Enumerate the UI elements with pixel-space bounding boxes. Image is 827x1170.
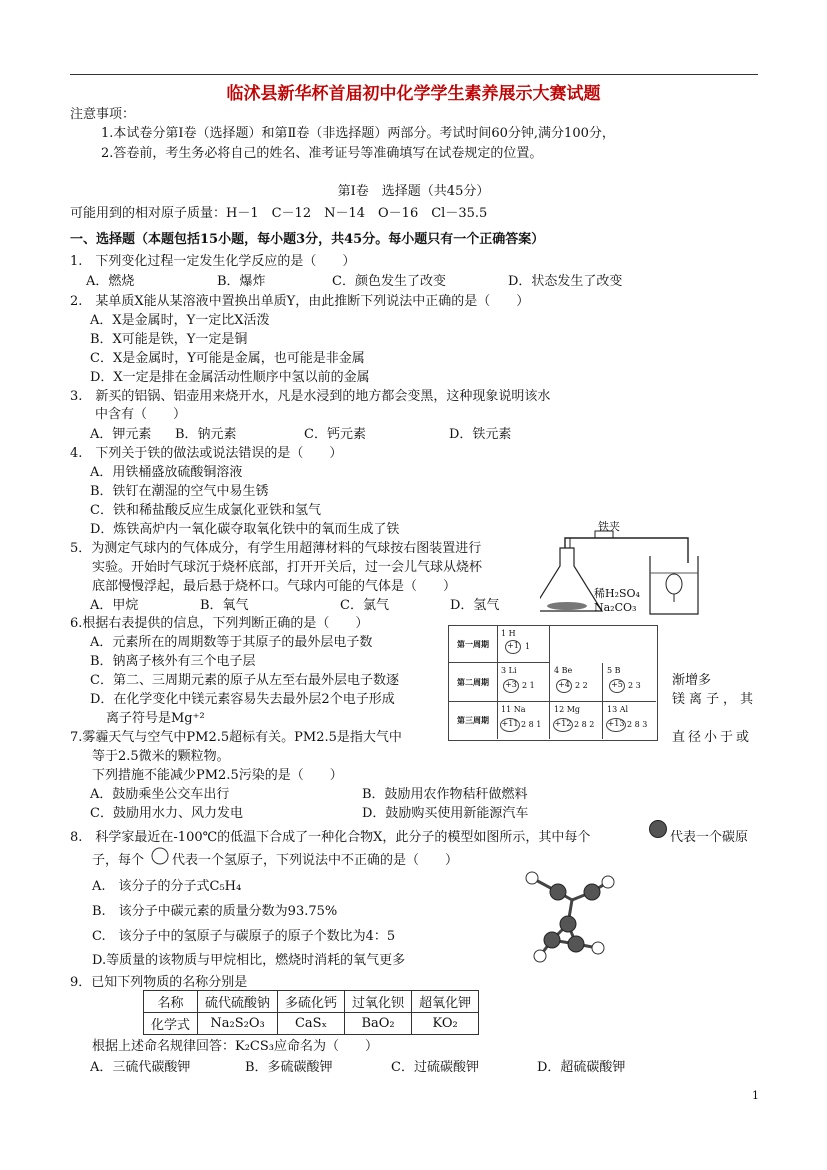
powder-icon: [547, 602, 587, 610]
q2-stem: 2. 某单质X能从某溶液中置换出单质Y，由此推断下列说法中正确的是（ ）: [70, 294, 530, 309]
hydrogen-atom-icon: [150, 846, 170, 866]
q9-option-c: C．过硫碳酸钾: [391, 1060, 479, 1075]
q6-stem: 6.根据右表提供的信息，下列判断正确的是（ ）: [70, 616, 369, 631]
note-2: 2.答卷前，考生务必将自己的姓名、准考证号等准确填写在试卷规定的位置。: [101, 146, 543, 161]
q9-option-d: D．超硫碳酸钾: [537, 1060, 626, 1075]
q5-line-1: 5．为测定气球内的气体成分，有学生用超薄材料的气球按右图装置进行: [70, 541, 482, 556]
carbon-atom-icon: [568, 936, 584, 952]
table-header-cell: 多硫化钙: [278, 991, 345, 1013]
q9-option-a: A．三硫代碳酸钾: [90, 1060, 191, 1075]
q7-stem: 7.雾霾天气与空气中PM2.5超标有关。PM2.5是指大气中: [70, 730, 402, 745]
q6-option-b: B．钠离子核外有三个电子层: [90, 654, 256, 669]
q3-stem: 3. 新买的铝锅、铝壶用来烧开水，凡是水浸到的地方都会变黑，这种现象说明该水: [70, 389, 551, 404]
q6-option-c-tail: 渐增多: [672, 673, 712, 688]
q1-option-c: C．颜色发生了改变: [332, 274, 446, 289]
q5-option-d: D．氢气: [450, 598, 500, 613]
q3-option-c: C．钙元素: [304, 427, 366, 442]
q5-option-b: B．氧气: [200, 598, 249, 613]
carbon-atom-icon: [544, 932, 560, 948]
conical-flask-icon: [540, 548, 602, 611]
q7-option-a: A．鼓励乘坐公交车出行: [90, 787, 230, 802]
table-header-cell: 名称: [144, 991, 198, 1013]
periodic-table: [448, 625, 658, 741]
q6-option-d-tail: 镁离子，其: [672, 692, 758, 707]
q4-option-c: C．铁和稀盐酸反应生成氯化亚铁和氢气: [90, 503, 321, 518]
period-3-label: 第三周期: [449, 702, 498, 739]
part-heading: 一、选择题（本题包括15小题，每小题3分，共45分。每小题只有一个正确答案）: [70, 232, 545, 247]
q6-option-c: C．第二、三周期元素的原子从左至右最外层电子数逐: [90, 673, 399, 688]
beaker-icon: [650, 556, 698, 614]
molecule-model: [520, 860, 625, 968]
q1-option-d: D．状态发生了改变: [508, 274, 623, 289]
table-cell: KO₂: [412, 1013, 479, 1035]
q7-option-d: D．鼓励购买使用新能源汽车: [362, 806, 529, 821]
atomic-masses: 可能用到的相对原子质量：H－1 C－12 N－14 O－16 Cl－35.5: [70, 206, 488, 221]
cell-b: 5 B +5 2 3: [603, 663, 656, 702]
q2-option-b: B．X可能是铁，Y一定是铜: [90, 332, 248, 347]
q2-option-c: C．X是金属时，Y可能是金属，也可能是非金属: [90, 351, 365, 366]
q6-option-a: A．元素所在的周期数等于其原子的最外层电子数: [90, 635, 373, 650]
cell-mg: 12 Mg +12 2 8 2: [550, 702, 603, 739]
q9-question: 根据上述命名规律回答：K₂CS₃应命名为（ ）: [92, 1039, 378, 1054]
hydrogen-atom-icon: [534, 950, 546, 962]
q8-option-b: B. 该分子中碳元素的质量分数为93.75%: [92, 904, 338, 919]
q3-option-a: A．钾元素: [90, 427, 152, 442]
period-1-label: 第一周期: [449, 626, 498, 663]
q8-option-c: C. 该分子中的氢原子与碳原子的原子个数比为4：5: [92, 929, 396, 944]
q1-option-a: A．燃烧: [86, 274, 135, 289]
cell-al: 13 Al +13 2 8 3: [603, 702, 656, 739]
naming-table: [143, 990, 479, 1035]
table-cell: CaSₓ: [278, 1013, 345, 1035]
hydrogen-atom-icon: [602, 876, 614, 888]
q5-option-a: A．甲烷: [90, 598, 139, 613]
table-header-cell: 硫代硫酸钠: [198, 991, 278, 1013]
table-row: [144, 991, 479, 1013]
carbon-atom-icon: [560, 916, 576, 932]
q4-option-a: A．用铁桶盛放硫酸铜溶液: [90, 465, 243, 480]
q7-option-b: B．鼓励用农作物秸秆做燃料: [362, 787, 528, 802]
q4-option-d: D．炼铁高炉内一氧化碳夺取氧化铁中的氧而生成了铁: [90, 522, 400, 537]
table-cell: BaO₂: [345, 1013, 412, 1035]
table-row: [144, 1013, 479, 1035]
balloon-icon: [666, 574, 682, 594]
table-cell: 化学式: [144, 1013, 198, 1035]
cell-li: 3 Li +3 2 1: [497, 663, 550, 702]
q3-option-b: B．钠元素: [175, 427, 237, 442]
fig-acid-label: 稀H₂SO₄: [594, 587, 640, 600]
table-header-cell: 过氧化钡: [345, 991, 412, 1013]
q8-stem-2a: 子，每个: [92, 853, 145, 868]
table-header-cell: 超氧化钾: [412, 991, 479, 1013]
hydrogen-atom-icon: [526, 872, 538, 884]
cell-h: 1 H +1 1: [497, 626, 550, 663]
table-cell: Na₂S₂O₃: [198, 1013, 278, 1035]
page-number: 1: [752, 1089, 759, 1102]
q2-option-a: A．X是金属时，Y一定比X活泼: [90, 313, 270, 328]
q8-option-d: D.等质量的该物质与甲烷相比，燃烧时消耗的氧气更多: [92, 953, 406, 968]
q3-stem-cont: 中含有（ ）: [95, 407, 187, 422]
hydrogen-atom-icon: [592, 942, 604, 954]
carbon-atom-icon: [648, 819, 668, 839]
top-rule: [70, 74, 758, 75]
carbon-atom-icon: [584, 884, 600, 900]
q5-line-3: 底部慢慢浮起，最后悬于烧杯口。气球内可能的气体是（ ）: [92, 579, 457, 594]
period-2-label: 第二周期: [449, 663, 498, 702]
note-1: 1.本试卷分第Ⅰ卷（选择题）和第Ⅱ卷（非选择题）两部分。考试时间60分钟,满分100分，: [101, 126, 615, 141]
carbon-atom-icon: [550, 884, 566, 900]
fig-clip-label: 铁夹: [598, 520, 620, 533]
q7-stem-tail: 直径小于或: [672, 730, 753, 745]
q5-option-c: C．氯气: [340, 598, 389, 613]
q3-option-d: D．铁元素: [449, 427, 512, 442]
q9-stem: 9．已知下列物质的名称分别是: [70, 975, 248, 990]
q8-stem-1b: 代表一个碳原: [670, 830, 749, 845]
page-title: 临沭县新华杯首届初中化学学生素养展示大赛试题: [226, 84, 601, 104]
q6-option-d: D．在化学变化中镁元素容易失去最外层2个电子形成: [90, 692, 395, 707]
q1-option-b: B．爆炸: [217, 274, 266, 289]
q8-stem-1a: 8. 科学家最近在-100℃的低温下合成了一种化合物X，此分子的模型如图所示，其中每个: [70, 830, 591, 845]
notes-heading: 注意事项：: [70, 107, 136, 122]
q1-stem: 1. 下列变化过程一定发生化学反应的是（ ）: [70, 254, 356, 269]
q7-stem-3: 下列措施不能减少PM2.5污染的是（ ）: [92, 768, 343, 783]
fig-salt-label: Na₂CO₃: [594, 601, 637, 614]
q4-stem: 4. 下列关于铁的做法或说法错误的是（ ）: [70, 446, 343, 461]
section-heading: 第Ⅰ卷 选择题（共45分）: [337, 184, 490, 199]
q6-option-d-cont: 离子符号是Mg⁺²: [106, 711, 205, 726]
q8-stem-2b: 代表一个氢原子，下列说法中不正确的是（ ）: [172, 853, 459, 868]
q2-option-d: D．X一定是排在金属活动性顺序中氢以前的金属: [90, 370, 370, 385]
q7-option-c: C．鼓励用水力、风力发电: [90, 806, 243, 821]
q8-option-a: A. 该分子的分子式C₅H₄: [92, 879, 242, 894]
q4-option-b: B．铁钉在潮湿的空气中易生锈: [90, 484, 269, 499]
q9-option-b: B．多硫碳酸钾: [245, 1060, 333, 1075]
cell-na: 11 Na +11 2 8 1: [497, 702, 550, 739]
q5-line-2: 实验。开始时气球沉于烧杯底部，打开开关后，过一会儿气球从烧杯: [92, 560, 483, 575]
cell-be: 4 Be +4 2 2: [550, 663, 603, 702]
q7-stem-2: 等于2.5微米的颗粒物。: [92, 749, 230, 764]
